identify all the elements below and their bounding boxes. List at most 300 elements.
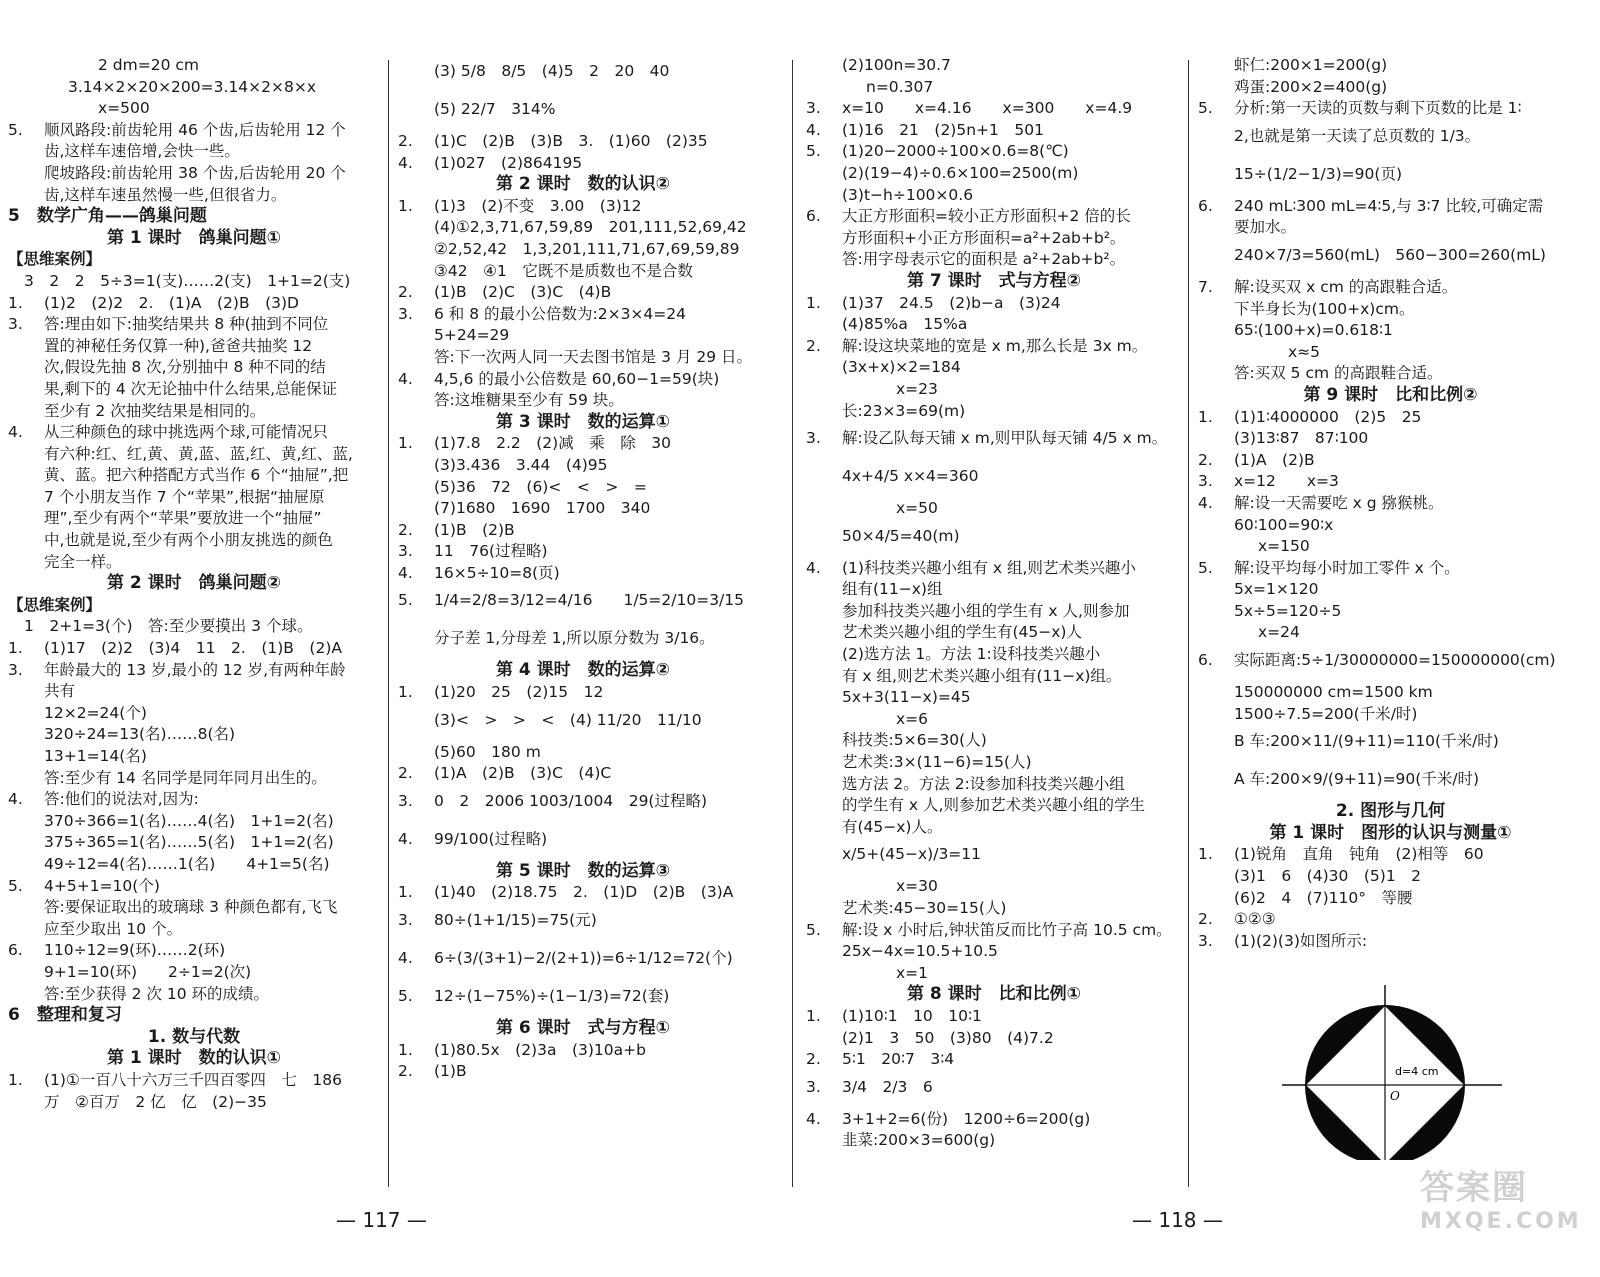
answer-line <box>806 898 1182 920</box>
line-text: x=23 <box>896 379 938 398</box>
answer-line <box>1198 866 1583 888</box>
line-text: 375÷365=1(名)……5(名) 1+1=2(名) <box>44 833 334 852</box>
answer-line <box>398 347 768 369</box>
line-text: (2)1 3 50 (3)80 (4)7.2 <box>842 1028 1054 1047</box>
line-text: 25x−4x=10.5+10.5 <box>842 942 998 961</box>
answer-line <box>806 379 1182 401</box>
answer-line <box>8 854 380 876</box>
line-text: (3)1 6 (4)30 (5)1 2 <box>1234 867 1422 886</box>
answer-line <box>8 336 380 358</box>
line-text: A 车:200×9/(9+11)=90(千米/时) <box>1234 770 1480 789</box>
line-text: (1)37 24.5 (2)b−a (3)24 <box>842 293 1061 312</box>
answer-line <box>398 520 768 542</box>
line-text: 参加科技类兴趣小组的学生有 x 人,则参加 <box>842 601 1130 620</box>
answer-line <box>398 942 768 980</box>
line-text: 7 个小朋友当作 7 个“苹果”,根据“抽屉原 <box>44 487 325 506</box>
line-text: B 车:200×11/(9+11)=110(千米/时) <box>1234 732 1499 751</box>
answer-line <box>806 730 1182 752</box>
line-text: (1)科技类兴趣小组有 x 组,则艺术类兴趣小 <box>842 558 1136 577</box>
answer-line <box>1198 299 1583 321</box>
line-text: 的学生有 x 人,则参加艺术类兴趣小组的学生 <box>842 796 1145 815</box>
answer-line <box>8 703 380 725</box>
answer-line <box>806 774 1182 796</box>
answer-line <box>8 401 380 423</box>
answer-line <box>806 98 1182 120</box>
answer-line <box>398 980 768 1018</box>
item-number: 4. <box>398 369 413 388</box>
item-number: 6. <box>1198 196 1213 215</box>
answer-line <box>806 498 1182 520</box>
item-number: 7. <box>1198 277 1213 296</box>
line-text: (1)A (2)B (3)C (4)C <box>434 764 612 783</box>
line-text: 组有(11−x)组 <box>842 580 943 599</box>
answer-line <box>8 616 380 638</box>
line-text: (7)1680 1690 1700 340 <box>434 499 651 518</box>
item-number: 2. <box>398 520 413 539</box>
answer-line <box>398 682 768 704</box>
answer-line <box>8 422 380 444</box>
answer-line <box>806 941 1182 963</box>
item-number: 5. <box>8 876 23 895</box>
answer-line <box>8 98 380 120</box>
line-text: 4x+4/5 x×4=360 <box>842 467 979 486</box>
item-number: 1. <box>806 1006 821 1025</box>
answer-line <box>1198 644 1583 682</box>
line-text: 分子差 1,分母差 1,所以原分数为 3/16。 <box>434 629 715 648</box>
answer-line <box>8 163 380 185</box>
line-text: (1)①一百八十六万三千四百零四 七 186 <box>44 1070 342 1089</box>
answer-line <box>1198 98 1583 120</box>
answer-line <box>398 763 768 785</box>
item-number: 1. <box>806 293 821 312</box>
answer-line <box>806 601 1182 623</box>
answer-line <box>8 660 380 682</box>
line-text: 第 1 课时 图形的认识与测量① <box>1269 822 1512 843</box>
line-text: 0 2 2006 1003/1004 29(过程略) <box>434 791 708 810</box>
answer-line <box>806 876 1182 898</box>
line-text: 【思维案例】 <box>8 595 102 614</box>
lesson-heading <box>398 174 768 196</box>
column-2 <box>398 55 768 1205</box>
answer-line <box>8 444 380 466</box>
item-number: 1. <box>8 1070 23 1089</box>
lesson-heading <box>8 573 380 595</box>
line-text: 第 3 课时 数的运算① <box>495 411 671 432</box>
line-text: 3+1+2=6(份) 1200÷6=200(g) <box>842 1109 1091 1128</box>
answer-line <box>1198 682 1583 704</box>
line-text: x=50 <box>896 499 938 518</box>
answer-line <box>1198 844 1583 866</box>
line-text: x=30 <box>896 877 938 896</box>
page-number-right: — 118 — <box>1132 1208 1223 1232</box>
line-text: 3 2 2 5÷3=1(支)……2(支) 1+1=2(支) <box>24 271 351 290</box>
answer-line <box>806 1006 1182 1028</box>
item-number: 4. <box>8 423 23 442</box>
answer-line <box>8 487 380 509</box>
item-number: 6. <box>1198 651 1213 670</box>
line-text: 答:用字母表示它的面积是 a²+2ab+b²。 <box>842 250 1126 269</box>
line-text: (5)60 180 m <box>434 742 541 761</box>
item-number: 3. <box>806 99 821 118</box>
line-text: 15÷(1/2−1/3)=90(页) <box>1234 164 1402 183</box>
line-text: x=150 <box>1258 537 1310 556</box>
line-text: 1. 数与代数 <box>147 1026 241 1047</box>
line-text: 完全一样。 <box>44 552 122 571</box>
watermark <box>1420 1160 1582 1234</box>
line-text: (1)B (2)B <box>434 520 515 539</box>
line-text: x=1 <box>896 963 929 982</box>
answer-line <box>398 455 768 477</box>
answer-line <box>8 1070 380 1092</box>
answer-line <box>806 55 1182 77</box>
line-text: 艺术类:3×(11−6)=15(人) <box>842 753 1032 772</box>
watermark-logo: 答案圈 <box>1420 1168 1528 1208</box>
item-number: 1. <box>398 434 413 453</box>
watermark-url: MXQE.COM <box>1420 1209 1582 1234</box>
line-text: (1)10∶1 10 10∶1 <box>842 1006 982 1025</box>
answer-line <box>8 185 380 207</box>
item-number: 3. <box>806 1077 821 1096</box>
line-text: 答:理由如下:抽奖结果共 8 种(抽到不同位 <box>44 315 329 334</box>
line-text: x≈5 <box>1288 342 1321 361</box>
line-text: x/5+(45−x)/3=11 <box>842 845 982 864</box>
line-text: 第 7 课时 式与方程② <box>906 270 1082 291</box>
answer-line <box>1198 493 1583 515</box>
answer-line <box>8 746 380 768</box>
item-number: 2. <box>1198 910 1213 929</box>
answer-line <box>806 206 1182 228</box>
line-text: 置的神秘任务仅算一种),爸爸共抽奖 12 <box>44 336 313 355</box>
item-number: 5. <box>1198 99 1213 118</box>
item-number: 5. <box>806 920 821 939</box>
line-text: 果,剩下的 4 次无论抽中什么结果,总能保证 <box>44 379 338 398</box>
answer-line <box>8 357 380 379</box>
line-text: (1)17 (2)2 (3)4 11 2. (1)B (2)A <box>44 639 342 658</box>
line-text: 至少有 2 次抽奖结果是相同的。 <box>44 401 266 420</box>
answer-line <box>398 304 768 326</box>
line-text: n=0.307 <box>866 77 934 96</box>
line-text: 5 数学广角——鸽巢问题 <box>8 206 207 227</box>
line-text: (3)13∶87 87∶100 <box>1234 429 1369 448</box>
item-number: 2. <box>398 132 413 150</box>
answer-line <box>806 963 1182 985</box>
answer-line <box>398 704 768 742</box>
answer-line <box>806 228 1182 250</box>
line-text: 顺风路段:前齿轮用 46 个齿,后齿轮用 12 个 <box>44 120 346 139</box>
line-text: 4,5,6 的最小公倍数是 60,60−1=59(块) <box>434 369 720 388</box>
lesson-heading <box>398 861 768 883</box>
answer-line <box>398 882 768 904</box>
line-text: 12×2=24(个) <box>44 703 147 722</box>
answer-line <box>8 984 380 1006</box>
answer-line <box>8 962 380 984</box>
lesson-heading <box>806 984 1182 1006</box>
answer-line <box>806 401 1182 423</box>
line-text: 2,也就是第一天读了总页数的 1/3。 <box>1234 126 1481 145</box>
line-text: (1)16 21 (2)5n+1 501 <box>842 120 1044 139</box>
item-number: 1. <box>1198 845 1213 864</box>
line-text: 年龄最大的 13 岁,最小的 12 岁,有两种年龄 <box>44 660 346 679</box>
answer-line <box>1198 704 1583 726</box>
line-text: 第 6 课时 式与方程① <box>495 1018 671 1039</box>
line-text: 鸡蛋:200×2=400(g) <box>1234 77 1388 96</box>
line-text: (1)80.5x (2)3a (3)10a+b <box>434 1040 646 1059</box>
line-text: 共有 <box>44 682 76 701</box>
answer-line <box>1198 450 1583 472</box>
line-text: 3.14×2×20×200=3.14×2×8×x <box>68 77 316 96</box>
line-text: 第 5 课时 数的运算③ <box>495 860 671 881</box>
answer-line <box>806 293 1182 315</box>
lesson-heading <box>1198 385 1583 407</box>
lesson-heading <box>1198 823 1583 845</box>
line-text: (3)< > > < (4) 11/20 11/10 <box>434 710 702 729</box>
item-number: 6. <box>8 941 23 960</box>
answer-line <box>8 530 380 552</box>
answer-line <box>8 897 380 919</box>
item-number: 3. <box>398 542 413 561</box>
line-text: 韭菜:200×3=600(g) <box>842 1131 996 1150</box>
answer-line <box>1198 77 1583 99</box>
item-number: 4. <box>806 558 821 577</box>
answer-line <box>398 55 768 93</box>
line-text: 9+1=10(环) 2÷1=2(次) <box>44 962 252 981</box>
line-text: 爬坡路段:前齿轮用 38 个齿,后齿轮用 20 个 <box>44 163 346 182</box>
item-number: 2. <box>398 764 413 783</box>
line-text: (1)1∶4000000 (2)5 25 <box>1234 407 1422 426</box>
line-text: 答:要保证取出的玻璃球 3 种颜色都有,飞飞 <box>44 898 338 917</box>
answer-line <box>398 1061 768 1083</box>
item-number: 1. <box>398 883 413 902</box>
answer-line <box>398 498 768 520</box>
answer-line <box>398 823 768 861</box>
answer-line <box>806 1109 1182 1131</box>
answer-line <box>398 785 768 823</box>
line-text: 第 1 课时 鸽巢问题① <box>106 227 282 248</box>
line-text: 13+1=14(名) <box>44 747 147 765</box>
line-text: 万 ②百万 2 亿 亿 (2)−35 <box>44 1092 267 1111</box>
line-text: 1/4=2/8=3/12=4/16 1/5=2/10=3/15 <box>434 591 745 610</box>
line-text: 选方法 2。方法 2:设参加科技类兴趣小组 <box>842 774 1125 793</box>
item-number: 2. <box>806 1050 821 1069</box>
line-text: 50×4/5=40(m) <box>842 526 960 545</box>
answer-line <box>806 520 1182 558</box>
answer-line <box>806 1028 1182 1050</box>
answer-line <box>398 742 768 764</box>
answer-line <box>806 752 1182 774</box>
line-text: 解:设这块菜地的宽是 x m,那么长是 3x m。 <box>842 336 1148 355</box>
line-text: (1)B (2)C (3)C (4)B <box>434 283 612 302</box>
item-number: 1. <box>1198 407 1213 426</box>
line-text: 49÷12=4(名)……1(名) 4+1=5(名) <box>44 854 330 873</box>
line-text: (3)t−h÷100×0.6 <box>842 185 974 204</box>
answer-line <box>8 508 380 530</box>
line-text: (1)20 25 (2)15 12 <box>434 683 604 702</box>
answer-line <box>398 541 768 563</box>
line-text: 150000000 cm=1500 km <box>1234 683 1433 702</box>
line-text: (4)①2,3,71,67,59,89 201,111,52,69,42 <box>434 218 747 237</box>
page-divider <box>792 60 793 1187</box>
answer-line <box>806 622 1182 644</box>
line-text: 有六种:红、红,黄、黄,蓝、蓝,红、黄,红、蓝, <box>44 444 353 463</box>
answer-line <box>806 687 1182 709</box>
line-text: 99/100(过程略) <box>434 829 548 848</box>
line-text: 要加水。 <box>1234 218 1297 237</box>
item-number: 3. <box>8 315 23 334</box>
answer-line <box>806 817 1182 839</box>
line-text: 4+5+1=10(个) <box>44 876 160 895</box>
answer-line <box>806 422 1182 460</box>
line-text: (2)(19−4)÷0.6×100=2500(m) <box>842 163 1079 182</box>
item-number: 5. <box>8 120 23 139</box>
line-text: 65∶(100+x)=0.618∶1 <box>1234 321 1393 340</box>
answer-line <box>1198 471 1583 493</box>
item-number: 5. <box>806 142 821 161</box>
answer-line <box>8 293 380 315</box>
lesson-heading <box>398 660 768 682</box>
answer-line <box>8 1092 380 1114</box>
item-number: 4. <box>398 153 413 172</box>
item-number: 4. <box>398 829 413 848</box>
line-text: 齿,这样车速倍增,会快一些。 <box>44 142 240 161</box>
answer-line <box>1198 196 1583 218</box>
line-text: 【思维案例】 <box>8 250 102 269</box>
answer-line <box>806 838 1182 876</box>
line-text: 1500÷7.5=200(千米/时) <box>1234 704 1418 723</box>
line-text: (1)锐角 直角 钝角 (2)相等 60 <box>1234 845 1484 864</box>
line-text: 解:设买双 x cm 的高跟鞋合适。 <box>1234 277 1458 296</box>
answer-line <box>1198 120 1583 158</box>
answer-line <box>8 120 380 142</box>
section-heading <box>8 1005 380 1027</box>
answer-line <box>398 1040 768 1062</box>
answer-line <box>8 77 380 99</box>
line-text: (1)20−2000÷100×0.6=8(℃) <box>842 142 1069 161</box>
answer-line <box>8 55 380 77</box>
item-number: 3. <box>1198 931 1213 950</box>
line-text: (4)85%a 15%a <box>842 315 968 334</box>
answer-line <box>8 271 380 293</box>
line-text: 5+24=29 <box>434 326 510 345</box>
item-number: 5. <box>398 987 413 1006</box>
answer-line <box>806 709 1182 731</box>
line-text: x=10 x=4.16 x=300 x=4.9 <box>842 99 1133 118</box>
line-text: 答:至少获得 2 次 10 环的成绩。 <box>44 984 270 1003</box>
line-text: 理”,至少有两个“苹果”要放进一个“抽屉” <box>44 509 322 528</box>
line-text: 12÷(1−75%)÷(1−1/3)=72(套) <box>434 987 670 1006</box>
line-text: 110÷12=9(环)……2(环) <box>44 941 226 960</box>
line-text: (1)A (2)B <box>1234 450 1315 469</box>
item-number: 3. <box>398 304 413 323</box>
answer-line <box>8 141 380 163</box>
answer-line <box>806 666 1182 688</box>
answer-line <box>1198 579 1583 601</box>
item-number: 1. <box>398 196 413 215</box>
line-text: (1)027 (2)864195 <box>434 153 583 172</box>
lesson-heading <box>398 1018 768 1040</box>
answer-line <box>8 832 380 854</box>
line-text: 下半身长为(100+x)cm。 <box>1234 299 1415 318</box>
answer-line <box>8 876 380 898</box>
answer-line <box>1198 622 1583 644</box>
line-text: 6÷(3/(3+1)−2/(2+1))=6÷1/12=72(个) <box>434 949 733 968</box>
answer-line <box>806 1071 1182 1109</box>
line-text: (6)2 4 (7)110° 等腰 <box>1234 888 1413 907</box>
page-number-left: — 117 — <box>336 1208 427 1232</box>
line-text: 第 9 课时 比和比例② <box>1303 384 1478 405</box>
line-text: x=500 <box>98 99 150 118</box>
lesson-heading <box>398 412 768 434</box>
answer-line <box>8 768 380 790</box>
line-text: 第 8 课时 比和比例① <box>906 984 1082 1005</box>
line-text: (1)7.8 2.2 (2)减 乘 除 30 <box>434 434 671 453</box>
answer-line <box>1198 515 1583 537</box>
answer-line <box>1198 763 1583 801</box>
line-text: (1)(2)(3)如图所示: <box>1234 931 1368 950</box>
item-number: 1. <box>398 1040 413 1059</box>
item-number: 2. <box>806 336 821 355</box>
line-text: 从三种颜色的球中挑选两个球,可能情况只 <box>44 423 328 442</box>
line-text: 第 1 课时 数的认识① <box>106 1048 282 1069</box>
answer-line <box>1198 601 1583 623</box>
line-text: 有 x 组,则艺术类兴趣小组有(11−x)组。 <box>842 666 1122 685</box>
answer-line <box>8 724 380 746</box>
lesson-heading <box>8 228 380 250</box>
line-text: 5x=1×120 <box>1234 580 1319 599</box>
line-text: 3/4 2/3 6 <box>842 1077 933 1096</box>
item-number: 1. <box>8 293 23 312</box>
answer-line <box>806 336 1182 358</box>
item-number: 2. <box>1198 450 1213 469</box>
answer-line <box>398 131 768 153</box>
answer-line <box>806 460 1182 498</box>
column-divider <box>1188 60 1189 1187</box>
answer-line <box>398 196 768 218</box>
line-text: 第 2 课时 鸽巢问题② <box>106 573 282 594</box>
answer-line <box>1198 536 1583 558</box>
line-text: 16×5÷10=8(页) <box>434 563 560 582</box>
line-text: 5x÷5=120÷5 <box>1234 601 1342 620</box>
answer-line <box>1198 277 1583 299</box>
line-text: 370÷366=1(名)……4(名) 1+1=2(名) <box>44 811 334 830</box>
item-number: 5. <box>398 591 413 610</box>
lesson-heading <box>8 1027 380 1049</box>
line-text: 大正方形面积=较小正方形面积+2 倍的长 <box>842 207 1131 226</box>
answer-line <box>398 904 768 942</box>
item-number: 3. <box>1198 472 1213 491</box>
answer-line <box>806 1049 1182 1071</box>
item-number: 4. <box>806 1109 821 1128</box>
answer-line <box>1198 725 1583 763</box>
item-number: 4. <box>1198 493 1213 512</box>
figure-label-o: O <box>1390 1089 1400 1103</box>
answer-line <box>1198 909 1583 931</box>
line-text: 答:下一次两人同一天去图书馆是 3 月 29 日。 <box>434 347 753 366</box>
line-text: (1)3 (2)不变 3.00 (3)12 <box>434 196 642 215</box>
answer-line <box>1198 217 1583 239</box>
lesson-heading <box>1198 801 1583 823</box>
answer-line <box>8 314 380 336</box>
column-divider <box>388 60 389 1187</box>
line-text: 虾仁:200×1=200(g) <box>1234 56 1388 74</box>
answer-line <box>398 217 768 239</box>
item-number: 4. <box>398 949 413 968</box>
line-text: 解:设 x 小时后,钟状笛反而比竹子高 10.5 cm。 <box>842 920 1172 939</box>
line-text: 答:至少有 14 名同学是同年同月出生的。 <box>44 768 327 787</box>
answer-line <box>1198 407 1583 429</box>
line-text: (2)选方法 1。方法 1:设科技类兴趣小 <box>842 645 1101 664</box>
answer-line <box>398 282 768 304</box>
column-1 <box>8 55 380 1205</box>
